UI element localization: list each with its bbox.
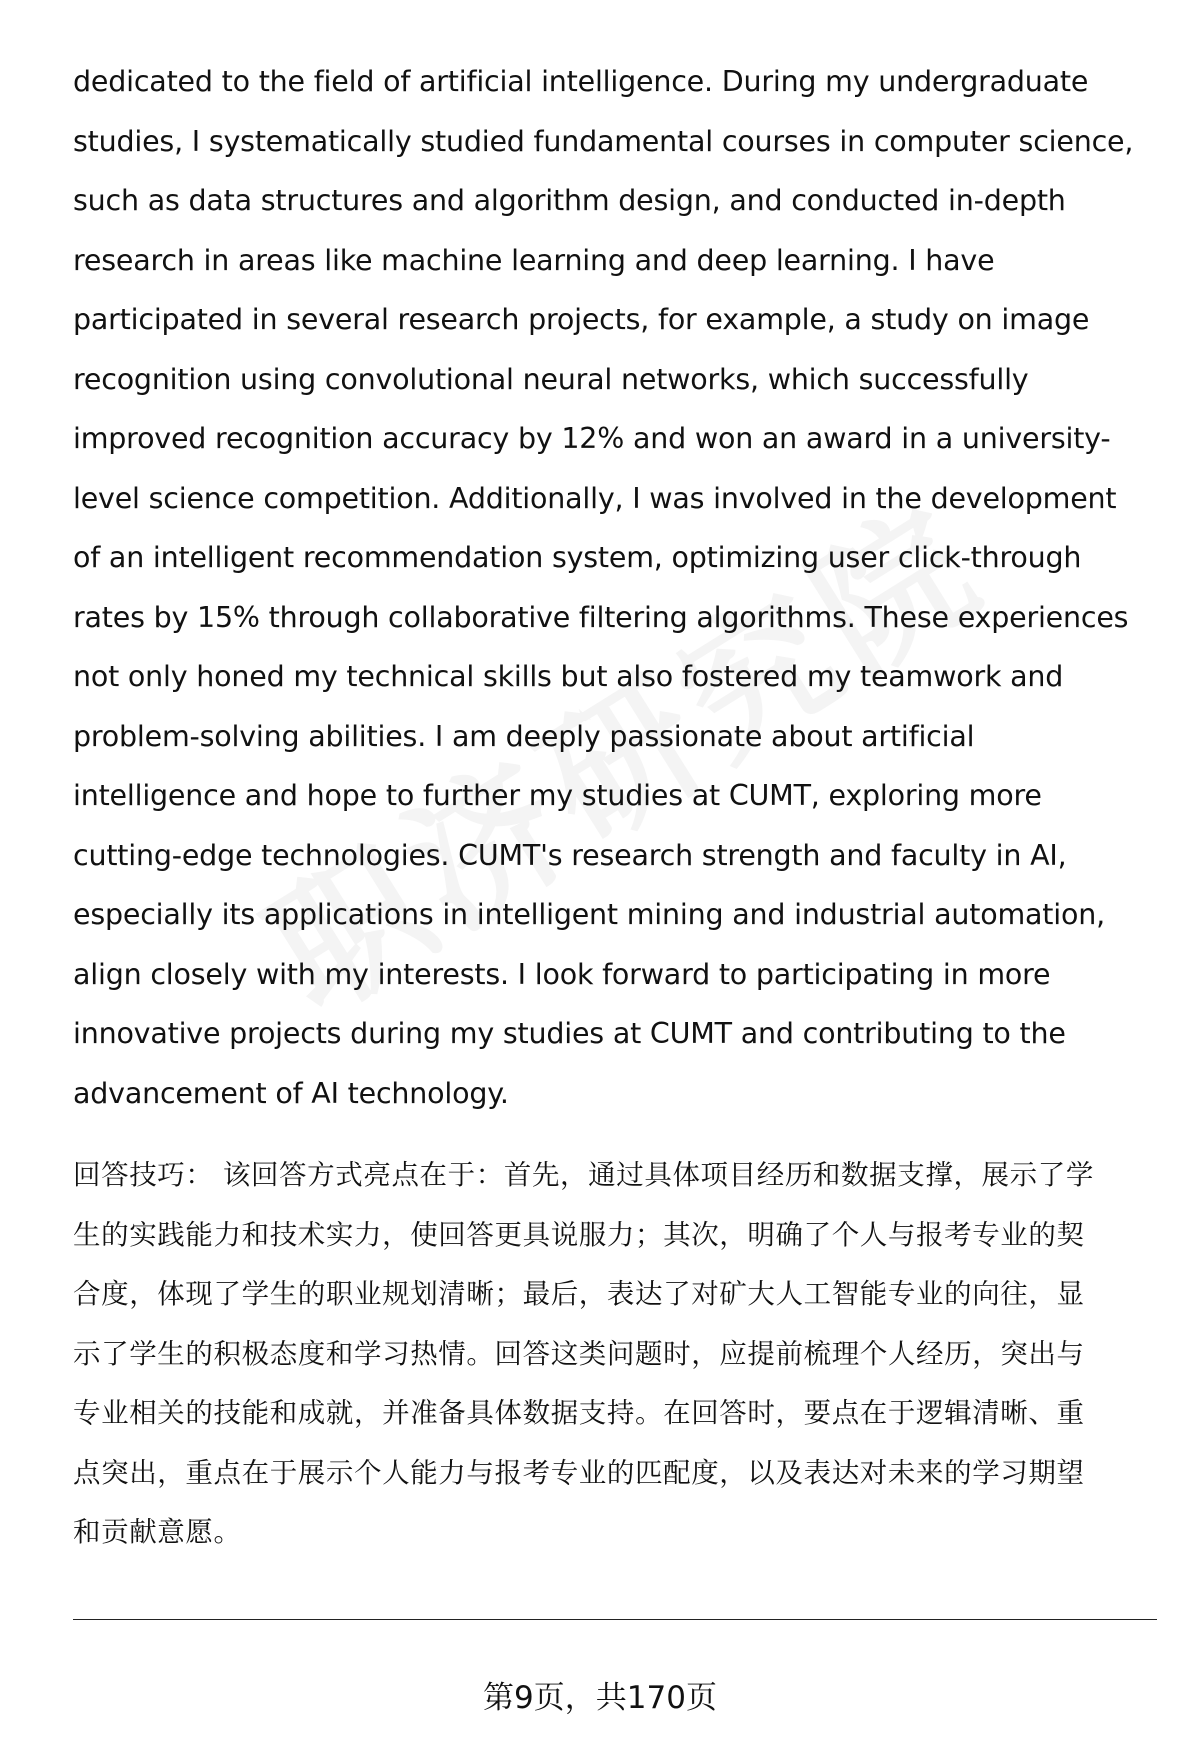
paragraph-line: of an intelligent recommendation system, optimizing user click-through <box>73 541 1082 574</box>
paragraph-line: research in areas like machine learning and deep learning. I have <box>73 243 995 277</box>
paragraph-line: participated in several research projects, for example, a study on image <box>73 303 1090 336</box>
tips-line: 和贡献意愿。 <box>73 1516 242 1548</box>
tips-line: 示了学生的积极态度和学习热情。回答这类问题时，应提前梳理个人经历，突出与 <box>73 1337 1085 1370</box>
paragraph-line: level science competition. Additionally, I was involved in the development <box>73 481 1117 515</box>
document-body <box>73 52 1153 1563</box>
tips-line: 回答技巧： 该回答方式亮点在于：首先，通过具体项目经历和数据支撑，展示了学 <box>73 1159 1094 1191</box>
paragraph-line: not only honed my technical skills but also fostered my teamwork and <box>73 660 1064 693</box>
tips-line: 生的实践能力和技术实力，使回答更具说服力；其次，明确了个人与报考专业的契 <box>73 1218 1085 1251</box>
paragraph-line: such as data structures and algorithm design, and conducted in-depth <box>73 184 1066 217</box>
answer-tips-paragraph <box>73 1146 1153 1563</box>
paragraph-line: problem-solving abilities. I am deeply passionate about artificial <box>73 719 975 753</box>
tips-line: 点突出，重点在于展示个人能力与报考专业的匹配度，以及表达对未来的学习期望 <box>73 1456 1085 1489</box>
paragraph-line: studies, I systematically studied fundamental courses in computer science, <box>73 124 1134 158</box>
paragraph-line: innovative projects during my studies at CUMT and contributing to the <box>73 1017 1066 1050</box>
paragraph-line: cutting-edge technologies. CUMT's research strength and faculty in AI, <box>73 838 1067 872</box>
footer-divider <box>73 1619 1157 1620</box>
paragraph-line: recognition using convolutional neural networks, which successfully <box>73 362 1029 396</box>
answer-paragraph <box>73 52 1153 1123</box>
tips-line: 合度，体现了学生的职业规划清晰；最后，表达了对矿大人工智能专业的向往，显 <box>73 1278 1085 1310</box>
page-number: 第9页，共170页 <box>483 1680 717 1716</box>
paragraph-line: rates by 15% through collaborative filtering algorithms. These experiences <box>73 600 1129 634</box>
tips-line: 专业相关的技能和成就，并准备具体数据支持。在回答时，要点在于逻辑清晰、重 <box>73 1397 1085 1429</box>
paragraph-line: especially its applications in intelligent mining and industrial automation, <box>73 898 1105 931</box>
paragraph-line: intelligence and hope to further my studies at CUMT, exploring more <box>73 779 1042 812</box>
paragraph-line: improved recognition accuracy by 12% and won an award in a university- <box>73 422 1111 455</box>
paragraph-line: align closely with my interests. I look forward to participating in more <box>73 957 1051 991</box>
paragraph-line: dedicated to the field of artificial intelligence. During my undergraduate <box>73 65 1089 98</box>
paragraph-line: advancement of AI technology. <box>73 1076 509 1110</box>
